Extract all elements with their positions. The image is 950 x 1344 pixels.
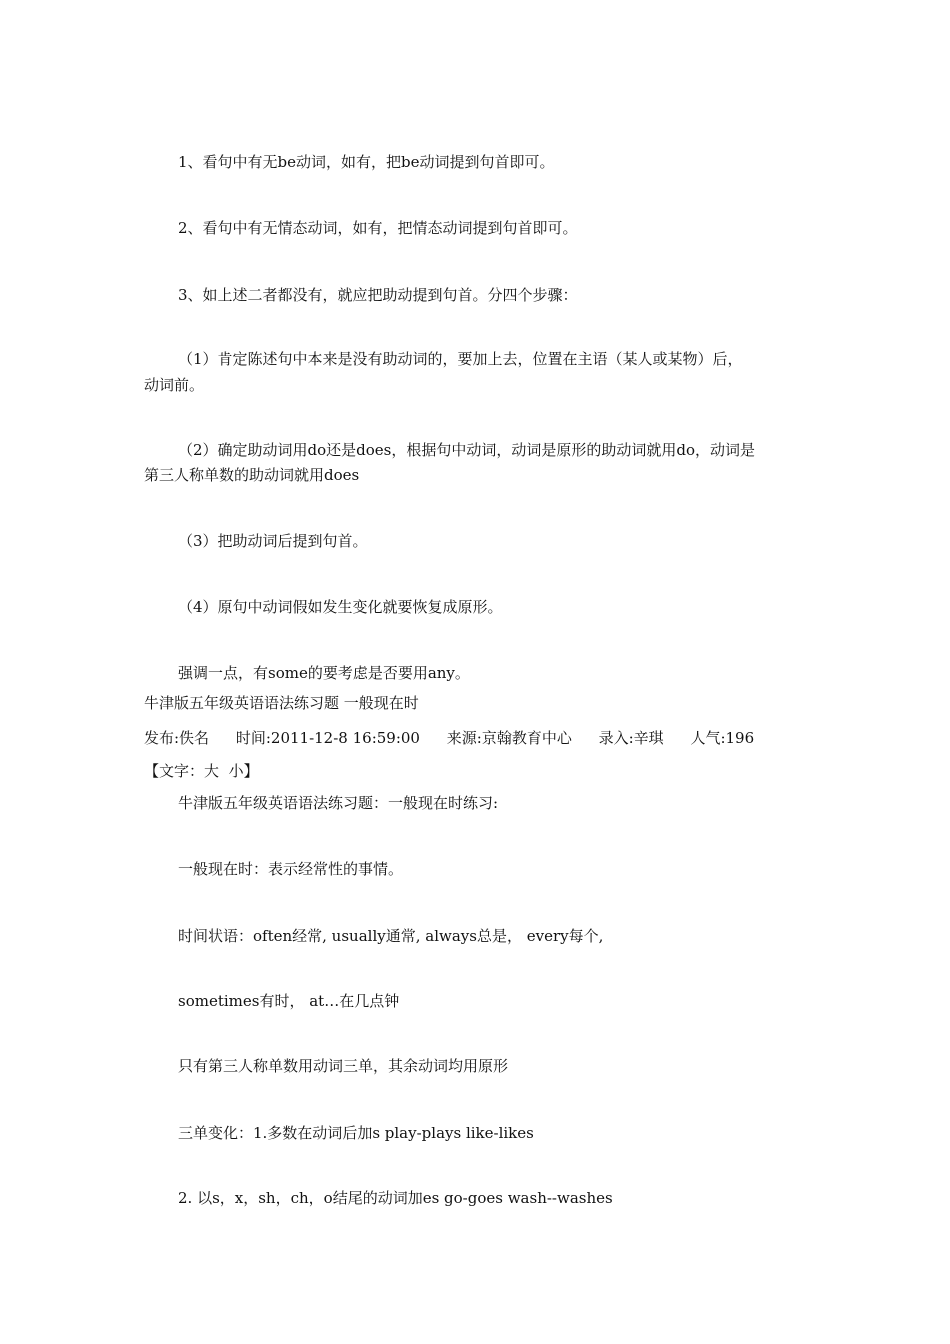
step-1: 1、看句中有无be动词，如有，把be动词提到句首即可。 (178, 153, 555, 171)
sub-step-1-line-1: （1）肯定陈述句中本来是没有助动词的，要加上去，位置在主语（某人或某物）后， (178, 350, 743, 368)
article-title: 牛津版五年级英语语法练习题 一般现在时 (144, 694, 419, 712)
article-meta (144, 725, 776, 751)
font-size-big-link[interactable]: 大 (204, 762, 220, 780)
body-rule: 只有第三人称单数用动词三单，其余动词均用原形 (178, 1057, 509, 1075)
sub-step-1-line-2: 动词前。 (144, 376, 205, 394)
meta-time: 时间:2011-12-8 16:59:00 (235, 729, 420, 747)
font-size-close: 】 (243, 762, 259, 780)
body-definition: 一般现在时：表示经常性的事情。 (178, 860, 404, 878)
sub-step-4: （4）原句中动词假如发生变化就要恢复成原形。 (178, 598, 503, 616)
font-size-label: 【文字： (144, 762, 205, 780)
emphasis-note: 强调一点，有some的要考虑是否要用any。 (178, 664, 470, 682)
body-adverbials-1: 时间状语：often经常, usually通常, always总是， every每个, (178, 927, 604, 945)
body-change-2: 2. 以s，x，sh，ch，o结尾的动词加es go-goes wash--washes (178, 1189, 613, 1207)
sub-step-2-line-1: （2）确定助动词用do还是does，根据句中动词，动词是原形的助动词就用do，动词是 (178, 441, 756, 459)
meta-publisher: 发布:佚名 (144, 729, 210, 747)
sub-step-2-line-2: 第三人称单数的助动词就用does (144, 466, 360, 484)
body-adverbials-2: sometimes有时， at…在几点钟 (178, 992, 400, 1010)
meta-editor: 录入:辛琪 (598, 729, 664, 747)
sub-step-3: （3）把助动词后提到句首。 (178, 532, 368, 550)
step-2: 2、看句中有无情态动词，如有，把情态动词提到句首即可。 (178, 219, 578, 237)
step-3: 3、如上述二者都没有，就应把助动提到句首。分四个步骤： (178, 286, 578, 304)
meta-views: 人气:196 (690, 729, 755, 747)
font-size-small-link[interactable]: 小 (228, 762, 244, 780)
font-size-control (144, 758, 259, 784)
body-change-1: 三单变化：1.多数在动词后加s play-plays like-likes (178, 1124, 534, 1142)
body-intro: 牛津版五年级英语语法练习题：一般现在时练习: (178, 794, 499, 812)
meta-source: 来源:京翰教育中心 (446, 729, 572, 747)
